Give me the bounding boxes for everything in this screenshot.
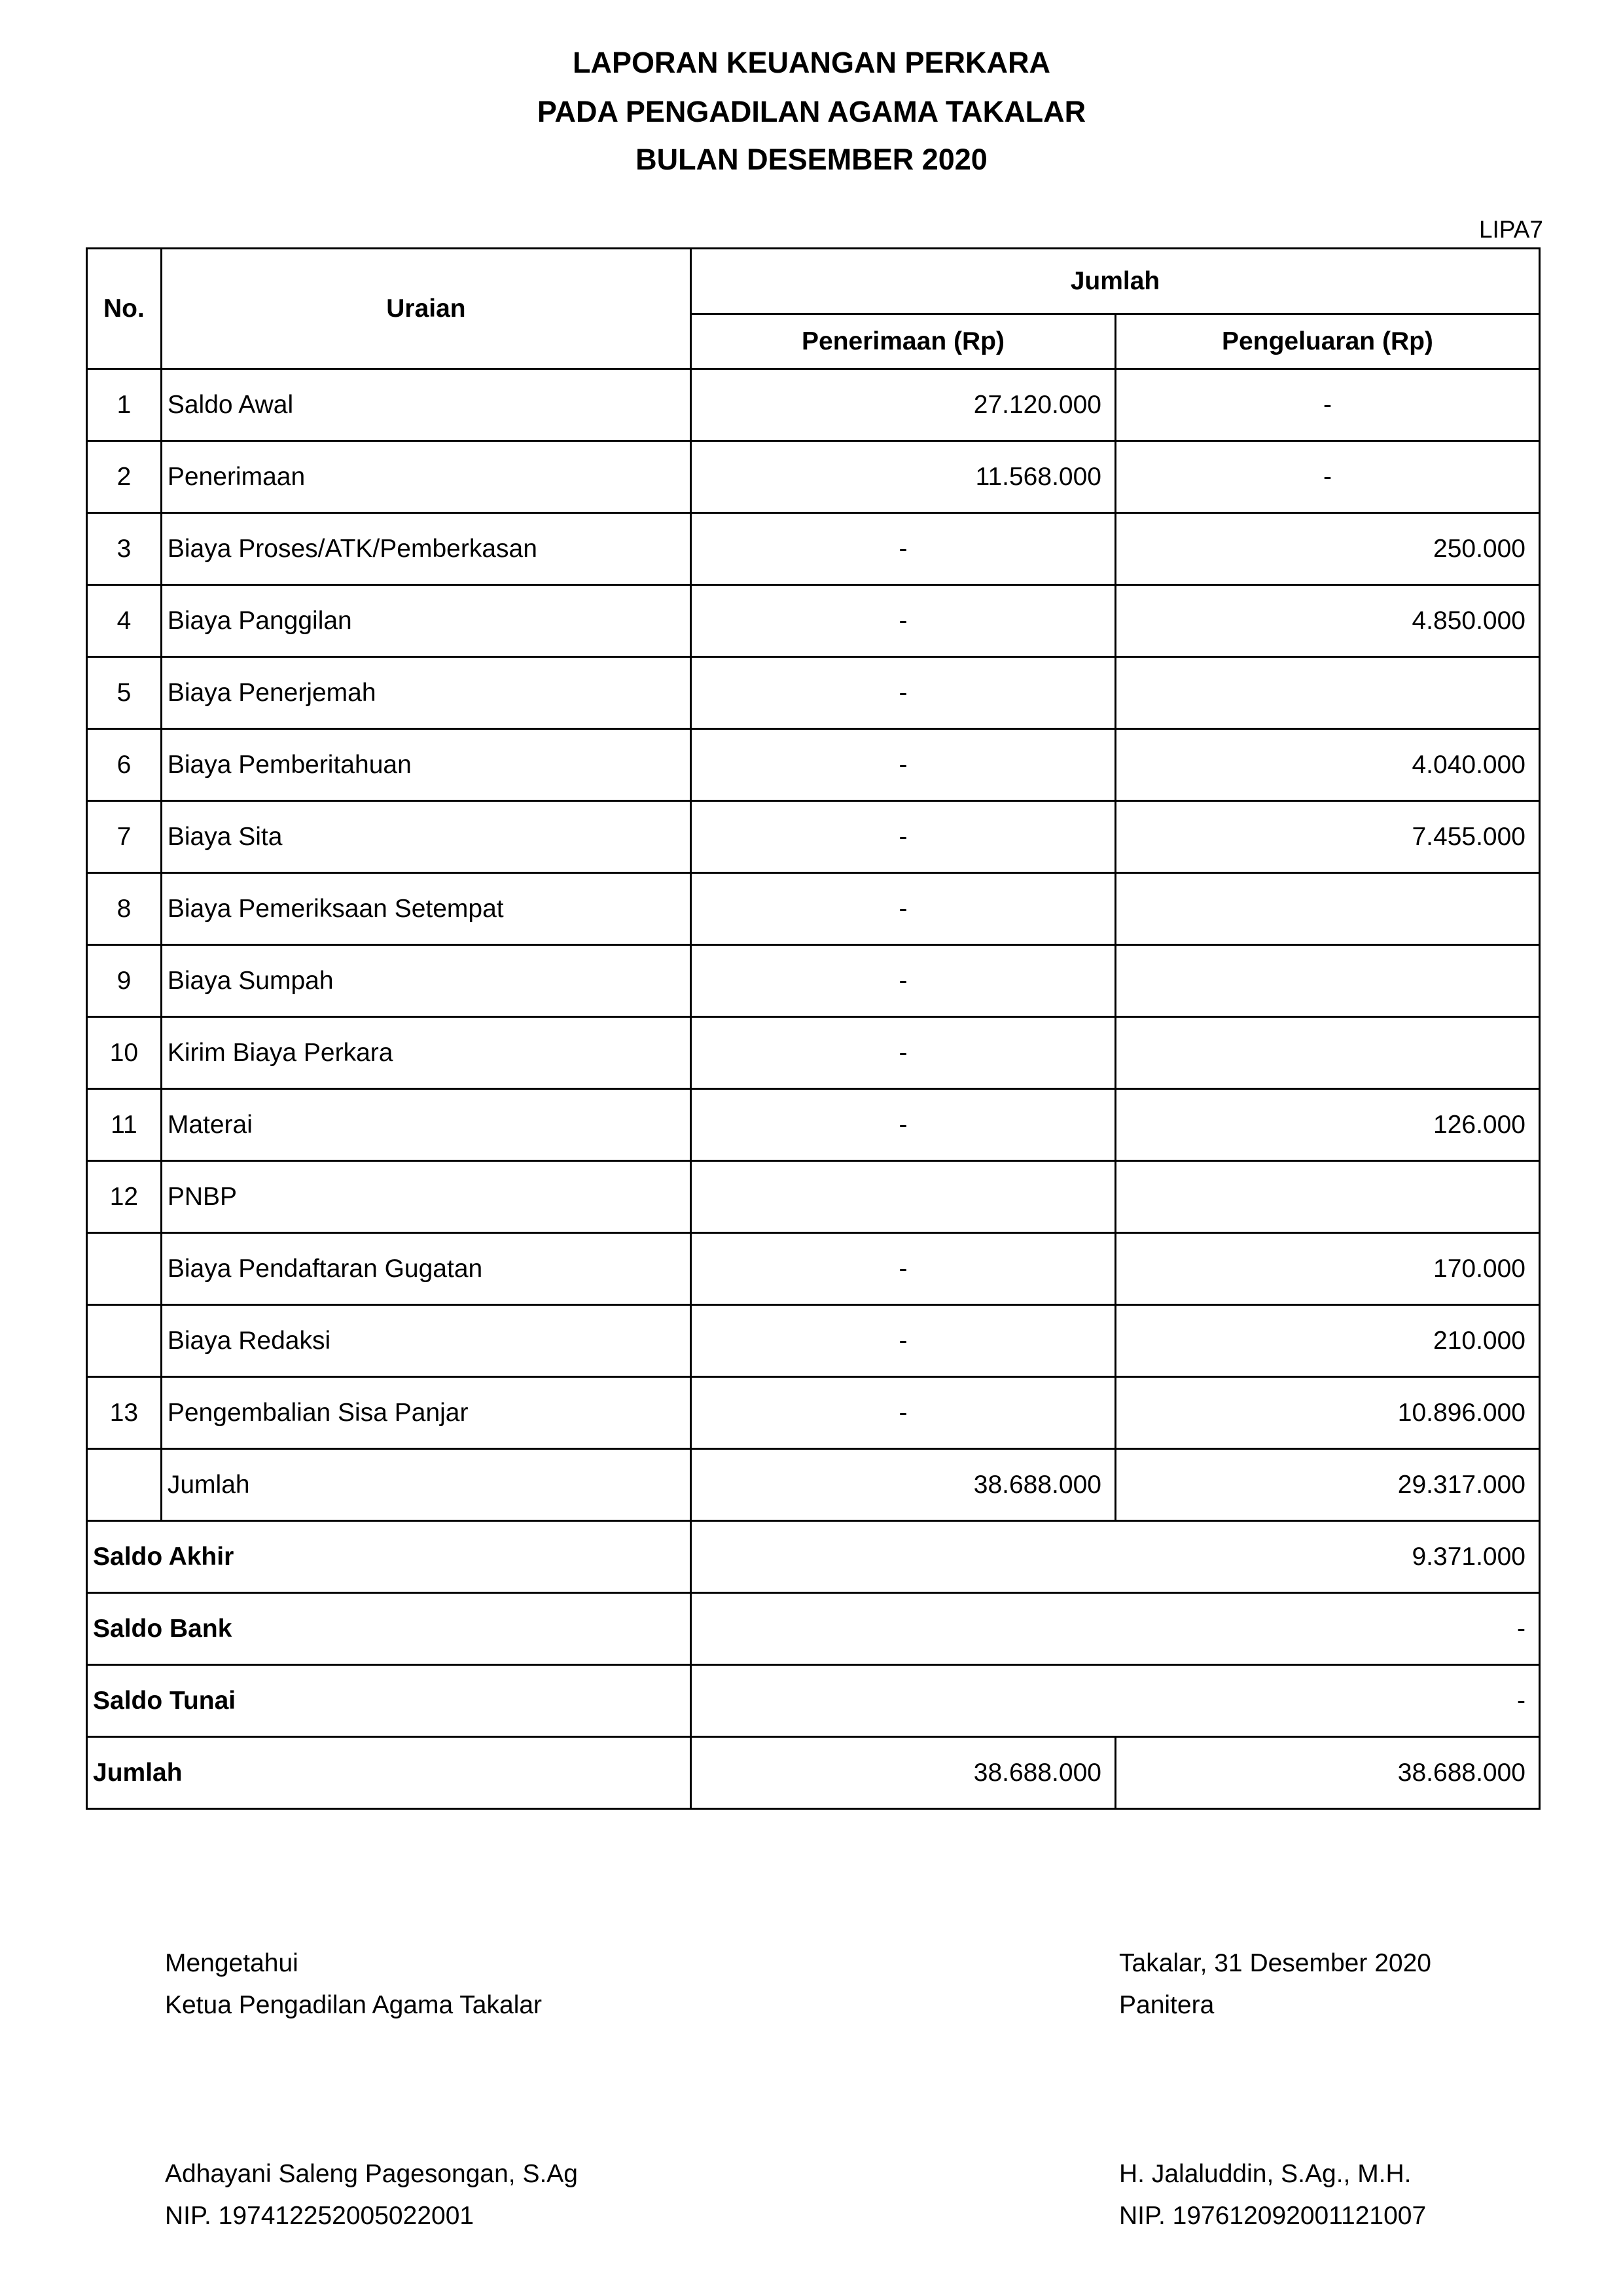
row-no: 10 — [87, 1017, 162, 1089]
table-row — [87, 729, 1540, 801]
row-uraian: Biaya Proses/ATK/Pemberkasan — [161, 513, 690, 585]
row-uraian: Kirim Biaya Perkara — [161, 1017, 690, 1089]
table-row — [87, 945, 1540, 1017]
row-no: 5 — [87, 657, 162, 729]
row-pengeluaran: 4.040.000 — [1115, 729, 1539, 801]
row-pengeluaran: 210.000 — [1115, 1305, 1539, 1377]
saldo-akhir-value: 9.371.000 — [691, 1521, 1540, 1593]
left-signer-name: Adhayani Saleng Pagesongan, S.Ag — [165, 2160, 578, 2188]
row-penerimaan: 11.568.000 — [691, 441, 1116, 513]
row-penerimaan: 27.120.000 — [691, 369, 1116, 441]
row-pengeluaran — [1115, 657, 1539, 729]
saldo-tunai-value: - — [691, 1665, 1540, 1737]
total-label: Jumlah — [87, 1737, 691, 1809]
table-row — [87, 1089, 1540, 1161]
row-no — [87, 1449, 162, 1521]
row-penerimaan: - — [691, 729, 1116, 801]
saldo-bank-label: Saldo Bank — [87, 1593, 691, 1665]
table-row — [87, 1161, 1540, 1233]
row-uraian: Biaya Penerjemah — [161, 657, 690, 729]
table-row — [87, 1233, 1540, 1305]
row-penerimaan: - — [691, 1233, 1116, 1305]
row-penerimaan: - — [691, 801, 1116, 873]
signature-name-block-left — [165, 2153, 578, 2237]
row-no: 11 — [87, 1089, 162, 1161]
row-penerimaan — [691, 1161, 1116, 1233]
row-uraian: Jumlah — [161, 1449, 690, 1521]
row-pengeluaran: 250.000 — [1115, 513, 1539, 585]
row-penerimaan: - — [691, 1377, 1116, 1449]
row-uraian: Biaya Sumpah — [161, 945, 690, 1017]
form-code: LIPA7 — [1478, 216, 1543, 243]
table-row — [87, 873, 1540, 945]
row-penerimaan: - — [691, 657, 1116, 729]
row-no — [87, 1233, 162, 1305]
table-row — [87, 801, 1540, 873]
left-signer-position: Ketua Pengadilan Agama Takalar — [165, 1991, 543, 2019]
header-uraian: Uraian — [161, 249, 690, 369]
signature-block-left — [165, 1943, 542, 2026]
left-signer-nip: NIP. 197412252005022001 — [165, 2202, 474, 2230]
row-penerimaan: - — [691, 873, 1116, 945]
row-penerimaan: - — [691, 945, 1116, 1017]
row-penerimaan: - — [691, 585, 1116, 657]
row-pengeluaran — [1115, 945, 1539, 1017]
signature-name-block-right — [1119, 2153, 1426, 2237]
table-row — [87, 441, 1540, 513]
report-title-line-3: BULAN DESEMBER 2020 — [635, 143, 988, 176]
saldo-bank-value: - — [691, 1593, 1540, 1665]
table-row — [87, 1305, 1540, 1377]
table-row — [87, 1017, 1540, 1089]
row-pengeluaran: - — [1115, 369, 1539, 441]
right-signer-name: H. Jalaluddin, S.Ag., M.H. — [1119, 2160, 1412, 2188]
row-uraian: Penerimaan — [161, 441, 690, 513]
header-jumlah: Jumlah — [691, 249, 1540, 314]
right-signer-position: Panitera — [1119, 1991, 1215, 2019]
row-penerimaan: 38.688.000 — [691, 1449, 1116, 1521]
table-body — [87, 369, 1540, 1521]
row-no: 6 — [87, 729, 162, 801]
row-pengeluaran: 29.317.000 — [1115, 1449, 1539, 1521]
row-uraian: Biaya Pemberitahuan — [161, 729, 690, 801]
row-no: 4 — [87, 585, 162, 657]
total-pengeluaran: 38.688.000 — [1115, 1737, 1539, 1809]
financial-report-table — [86, 247, 1541, 1810]
row-pengeluaran: 4.850.000 — [1115, 585, 1539, 657]
row-no: 7 — [87, 801, 162, 873]
header-penerimaan: Penerimaan (Rp) — [691, 314, 1116, 369]
row-no — [87, 1305, 162, 1377]
row-pengeluaran: 10.896.000 — [1115, 1377, 1539, 1449]
acknowledgement-text: Mengetahui — [165, 1949, 298, 1977]
row-uraian: Biaya Redaksi — [161, 1305, 690, 1377]
row-uraian: Pengembalian Sisa Panjar — [161, 1377, 690, 1449]
row-pengeluaran: 170.000 — [1115, 1233, 1539, 1305]
row-pengeluaran — [1115, 873, 1539, 945]
row-no: 9 — [87, 945, 162, 1017]
table-row — [87, 585, 1540, 657]
row-no: 12 — [87, 1161, 162, 1233]
row-uraian: Biaya Sita — [161, 801, 690, 873]
row-no: 2 — [87, 441, 162, 513]
row-pengeluaran — [1115, 1161, 1539, 1233]
row-no: 3 — [87, 513, 162, 585]
saldo-akhir-label: Saldo Akhir — [87, 1521, 691, 1593]
row-pengeluaran: 126.000 — [1115, 1089, 1539, 1161]
signature-block-right — [1119, 1943, 1431, 2026]
table-row — [87, 1377, 1540, 1449]
row-uraian: Saldo Awal — [161, 369, 690, 441]
table-row — [87, 1449, 1540, 1521]
total-penerimaan: 38.688.000 — [691, 1737, 1116, 1809]
table-row — [87, 369, 1540, 441]
row-no: 1 — [87, 369, 162, 441]
row-no: 13 — [87, 1377, 162, 1449]
report-title-line-1: LAPORAN KEUANGAN PERKARA — [572, 46, 1051, 79]
table-row — [87, 513, 1540, 585]
row-uraian: Biaya Pendaftaran Gugatan — [161, 1233, 690, 1305]
row-uraian: Biaya Panggilan — [161, 585, 690, 657]
header-pengeluaran: Pengeluaran (Rp) — [1115, 314, 1539, 369]
row-penerimaan: - — [691, 1017, 1116, 1089]
report-title-line-2: PADA PENGADILAN AGAMA TAKALAR — [537, 95, 1086, 128]
saldo-tunai-label: Saldo Tunai — [87, 1665, 691, 1737]
row-pengeluaran — [1115, 1017, 1539, 1089]
right-signer-nip: NIP. 197612092001121007 — [1119, 2202, 1427, 2230]
row-pengeluaran: 7.455.000 — [1115, 801, 1539, 873]
row-penerimaan: - — [691, 1089, 1116, 1161]
place-date: Takalar, 31 Desember 2020 — [1119, 1949, 1431, 1977]
row-no: 8 — [87, 873, 162, 945]
table-row — [87, 657, 1540, 729]
row-uraian: PNBP — [161, 1161, 690, 1233]
header-no: No. — [87, 249, 162, 369]
row-penerimaan: - — [691, 1305, 1116, 1377]
row-uraian: Materai — [161, 1089, 690, 1161]
row-penerimaan: - — [691, 513, 1116, 585]
row-uraian: Biaya Pemeriksaan Setempat — [161, 873, 690, 945]
row-pengeluaran: - — [1115, 441, 1539, 513]
